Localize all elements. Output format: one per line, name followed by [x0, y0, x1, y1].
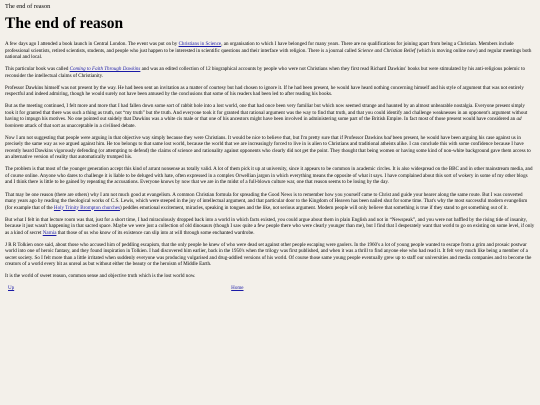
- inline-link[interactable]: Narnia: [42, 229, 57, 236]
- article-paragraph: [5, 217, 535, 237]
- paragraph-text: A few days ago I attended a book launch in Central London. The event was put on by: [5, 41, 179, 47]
- paragraph-text: and was an edited collection of 12 biographical accounts by people who were not Christians when they first read Richard Dawkins' books but were stimulated by his anti-religious polemic to reconsider the intellectual claims of Christianity.: [5, 66, 526, 79]
- inline-link[interactable]: Holy Trinity Brompton churches: [53, 204, 120, 211]
- article-paragraph: [5, 41, 535, 61]
- paragraph-text: Professor Dawkins himself was not present by the way. He had been sent an invitation as a matter of courtesy but had chosen to ignore it. If he had been present, he would have heard nothing concerning himself and his style of argument that was not entirely respectful and indeed admiring, though he would surely not have been amused by the conclusions that some of his readers had been led to after reading his books.: [5, 84, 524, 98]
- paragraph-text: But what I felt in that lecture room was that, just for a short time, I had miraculously dropped back into a world in which facts existed, you could argue about them in plain English and not in “Newspeak”, and you were not baffled by the rising tide of insanity, because it just wasn't happening in that sacred space. Maybe we were just a collection of old dinosaurs (though I saw quite a few people there who were clearly younger than me), but I find that I desperately want that world to go on existing on some level, if only as a kind of secret: [5, 216, 535, 236]
- article-paragraph: [5, 166, 535, 186]
- emphasis-text: ad hominem: [5, 116, 522, 129]
- paragraph-text: ) peddles emotional excitement, miracles, speaking in tongues and the like, not serious argument. Modern people will only believe that something is true if they stand to get something out of it.: [119, 204, 508, 211]
- inline-link[interactable]: Coming to Faith Through Dawkins: [69, 66, 141, 73]
- paragraph-text: This particular book was called: [5, 66, 70, 73]
- article-paragraph: [5, 192, 535, 212]
- paragraph-text: But as the meeting continued, I felt more and more that I had fallen down some sort of rabbit hole into a lost world, one that had once been very familiar but which now seemed strange and haunted by an almost unbearable nostalgia. Everyone present simply took it for granted that there was such a thing as truth, not “my truth” but: [5, 103, 525, 116]
- article-paragraph: [5, 273, 535, 280]
- paragraph-text: , an organisation to which I have belonged for many years. There are no qualifications for joining apart from being a Christian. Members include professional scientists, retired scientists, students, and people who just happen to be interested in scientific questions and their interface with religion. There is a journal called: [5, 41, 514, 54]
- page-heading: The end of reason: [5, 15, 124, 32]
- emphasis-text: Science and Christian Belief: [357, 47, 416, 54]
- paragraph-text: Now I am not suggesting that people were arguing in that objective way simply because they were Christians. It would be nice to believe that, but I'm pretty sure that if Professor Dawkins: [5, 134, 384, 141]
- article-paragraph: [5, 135, 535, 161]
- paragraph-text: (which is moving online now) and regular meetings both national and local.: [5, 47, 532, 60]
- paragraph-text: That may be one reason (there are others) why I am not much good at evangelism. A common Christian formula for spreading the Good News is to remember how you yourself came to Christ and guide your hearer along the same route. But I was converted many years ago by reading the theological works of C.S. Lewis, which were steeped in the joy of intellectual argument, and that particular door to the Kingdom of Heaven has been nailed shut for some time. That's why the most successful modern evangelism (for example that of the: [5, 191, 528, 211]
- emphasis-text: the: [153, 109, 160, 116]
- up-link[interactable]: Up: [8, 285, 15, 292]
- home-link[interactable]: Home: [231, 285, 244, 292]
- paragraph-text: attack of that sort as unacceptable in a civilised debate.: [23, 122, 136, 129]
- paragraph-text: been present, he would have been arguing his case against us in precisely the same way as we argued against him. He too belongs to that same lost world, because the world that we are increasingly forced to live in is alien to Christians and traditional atheists alike. I can conclude this with some confidence because I have recently heard Dawkins vigorously defending (or attempting to defend) the claims of science and rationality against opponents who clearly did not get the point. They thought that being women or having some kind of non-white background gave them access to an alternative version of reality that automatically trumped his.: [5, 134, 531, 161]
- article-paragraph: [5, 242, 535, 268]
- inline-link[interactable]: Christians in Science: [178, 41, 222, 47]
- article-paragraph: [5, 66, 535, 79]
- article-body: [5, 41, 535, 280]
- paragraph-text: truth. And everyone took it for granted that rational argument was the way to find that truth, and that you could identify and challenge weaknesses in an opponent's argument without having to impugn his motives. No one pointed out snidely that Dawkins was a white cis male or that one of his ancestors might have been involved in administering some part of the British Empire. In fact most of those present would have considered an: [5, 109, 528, 123]
- article-paragraph: [5, 103, 535, 129]
- paragraph-text: It is the world of sweet reason, common sense and objective truth which is the lost world now.: [5, 273, 196, 280]
- emphasis-text: had: [383, 134, 392, 141]
- window-title: The end of reason: [5, 3, 51, 10]
- article-paragraph: [5, 85, 535, 98]
- paragraph-text: The problem is that most of the younger generation accept this kind of arrant nonsense as totally valid. A lot of them pick it up at university, since it appears to be common in academic circles. It is also widespread on the BBC and in other mainstream media, and of course online. Anyone who dares to challenge it is liable to be deluged with hate, often expressed in a complex Orwellian jargon in which everything means the opposite of what it says. I have complained about this sort of wokery in some of my other blogs and I think there is little to be gained by repeating the accusations. Everyone knows by now that we are in the midst of a full-blown culture war, one that reason seems to be losing by the day.: [5, 166, 533, 186]
- paragraph-text: J R R Tolkien once said, about those who accused him of peddling escapism, that the only people he knew of who were dead set against other people escaping were gaolers. In the 1960's a lot of young people wanted to escape from a grim and prosaic postwar world into one of heroic fantasy, and they found inspiration in Tolkien. I had discovered him earlier, back in the 1950's when the trilogy was first published, and when it was a thrill to find anyone else who had read it. It felt very much like being a member of a secret society. So I felt more than a little irritated when suddenly everyone was producing vulgarised and drug-addled versions of his world. Of course those same young people eventually grew up to staff our universities and media companies and to become the creators of a world every bit as unreal as but without either the beauty or the heroism of Middle Earth.: [5, 241, 532, 268]
- footer-nav: [5, 285, 535, 292]
- paragraph-text: that those of us who know of its existence can slip into at will through some enchanted wardrobe.: [56, 229, 255, 236]
